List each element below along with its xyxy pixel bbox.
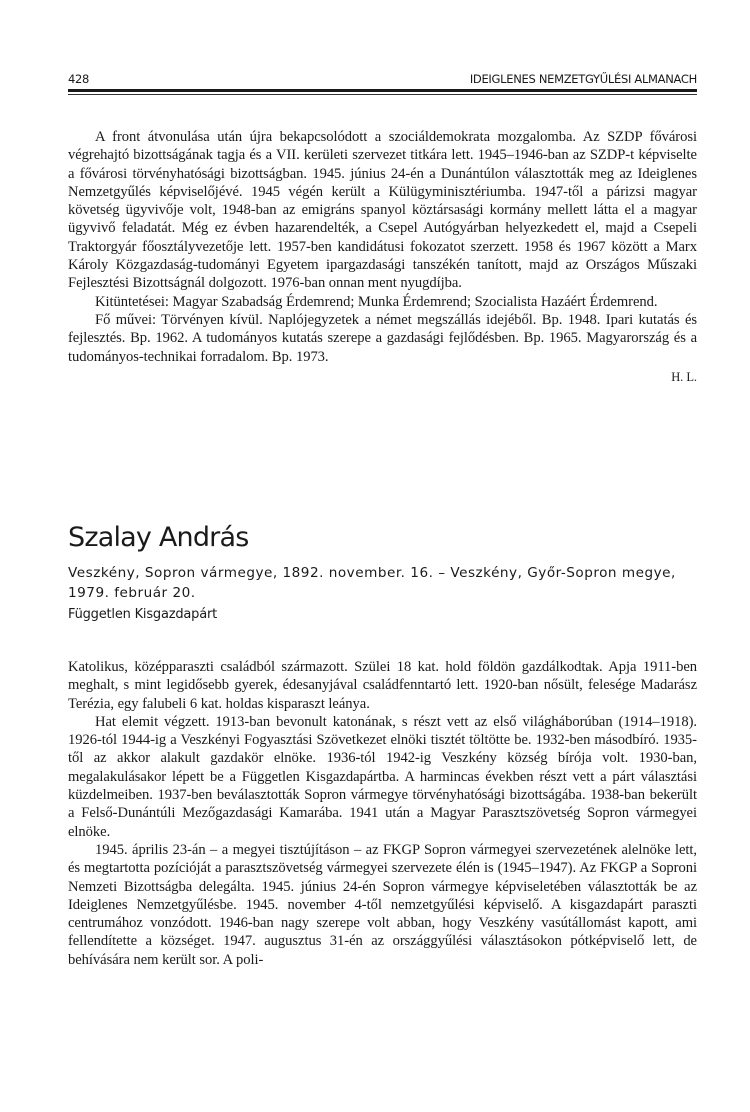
page-number: 428	[68, 72, 90, 86]
paragraph: A front átvonulása után újra bekapcsolódott a szociáldemokrata mozgalomba. Az SZDP fővárosi végrehajtó bizottságának tagja és a VII. kerületi szervezet titkára lett. 1945–1946-ban az SZDP-t képviselte a fővárosi törvényhatósági bizottságban. 1945. június 24-én a Dunántúlon választották meg az Ideiglenes Nemzetgyűlés képviselőjévé. 1945 végén került a Külügyminisztériumba. 1947-től a párizsi magyar követség ügyvivője volt, 1948-ban az emigráns spanyol köztársasági kormány mellett látta el a magyar ügyvivő feladatát. Még ez évben hazarendelték, a Csepel Autógyárban helyezkedett el, majd a Csepeli Traktorgyár főosztályvezetője lett. 1957-ben kandidátusi fokozatot szerzett. 1958 és 1967 között a Marx Károly Közgazdaság-tudományi Egyetem ipargazdasági tanszékén tanított, majd az Országos Műszaki Fejlesztési Bizottságnál dolgozott. 1976-ban onnan ment nyugdíjba.	[68, 129, 697, 292]
running-title: IDEIGLENES NEMZETGYŰLÉSI ALMANACH	[469, 72, 697, 86]
paragraph-origin: Katolikus, középparaszti családból származott. Szülei 18 kat. hold földön gazdálkodtak. Apja 1911-ben meghalt, s mint legidősebb gyerek, édesanyjával családfenntartó lett. 1920-ban nősült, felesége Madarász Terézia, egy falubeli 6 kat. holdas kisparaszt leánya.	[68, 659, 697, 712]
author-signature: H. L.	[671, 369, 697, 384]
header-rule-thin	[68, 94, 697, 95]
paragraph-works: Fő művei: Törvényen kívül. Naplójegyzetek a német megszállás idejéből. Bp. 1948. Ipari kutatás és fejlesztés. Bp. 1962. A tudományos kutatás szerepe a gazdasági fejlődésben. Bp. 1965. Magyarország és a tudományos-technikai forradalom. Bp. 1973.	[68, 311, 697, 365]
entry-life-dates: Veszkény, Sopron vármegye, 1892. november. 16. – Veszkény, Győr-Sopron megye, 1979. február 20.	[68, 565, 676, 601]
header-rule-thick	[68, 89, 697, 92]
paragraph-career: Hat elemit végzett. 1913-ban bevonult katonának, s részt vett az első világháborúban (1914–1918). 1926-tól 1944-ig a Veszkényi Fogyasztási Szövetkezet elnöki tisztét töltötte be. 1932-ben másodbíró. 1935-től az akkor alakult gazdakör elnöke. 1936-tól 1942-ig Veszkény község bírója volt. 1930-ban, megalakulásakor lépett be a Független Kisgazdapártba. A harmincas években részt vett a párt választási küzdelmeiben. 1937-ben beválasztották Sopron vármegye törvényhatósági bizottságába. 1938-ban bekerült a Felső-Dunántúli Mezőgazdasági Kamarába. 1941 után a Magyar Parasztszövetség Sopron vármegyei elnöke.	[68, 713, 697, 840]
entry-heading: Szalay András	[68, 522, 249, 553]
entry-party: Független Kisgazdapárt	[68, 607, 218, 622]
entry-body-text	[68, 658, 697, 969]
running-header	[68, 72, 697, 88]
previous-entry-text	[68, 128, 697, 386]
paragraph-politics: 1945. április 23-án – a megyei tisztújításon – az FKGP Sopron vármegyei szervezetének alelnöke lett, és megtartotta pozícióját a parasztszövetség vármegyei szervezete élén is (1945–1947). Az FKGP a Soproni Nemzeti Bizottságba delegálta. 1945. június 24-én Sopron vármegye képviseletében választották be az Ideiglenes Nemzetgyűlésbe. 1945. november 4-től nemzetgyűlési képviselő. A kisgazdapárt paraszti centrumához vonzódott. 1946-ban nagy szerepe volt abban, hogy Veszkény vasútállomást kapott, ami fellendítette a községet. 1947. augusztus 31-én az országgyűlési választásokon pótképviselő lett, de behívására nem került sor. A poli-	[68, 841, 697, 968]
paragraph-awards: Kitüntetései: Magyar Szabadság Érdemrend; Munka Érdemrend; Szocialista Hazáért Érdemrend.	[95, 293, 658, 310]
